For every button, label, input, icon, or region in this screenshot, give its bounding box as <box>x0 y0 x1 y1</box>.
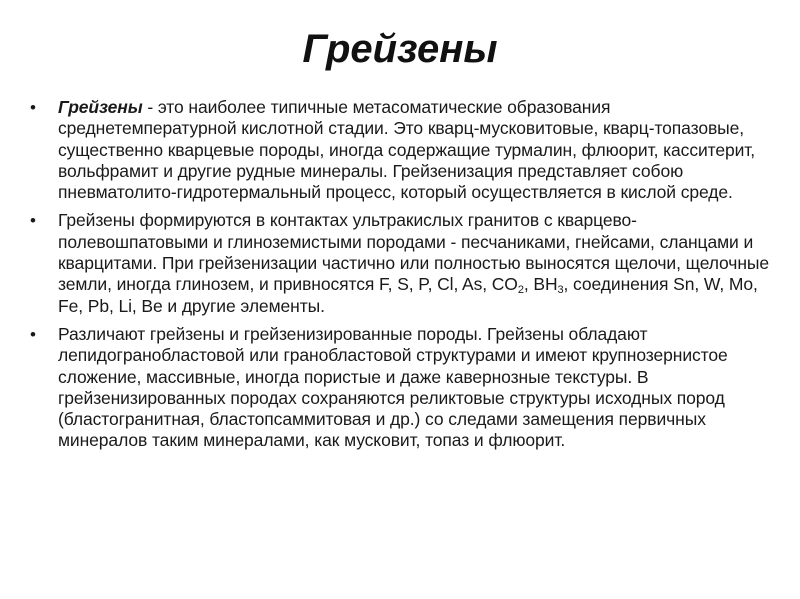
bullet-text: , соединения Sn, W, Mo, Fe, Pb, Li, Be и другие элементы. <box>58 274 758 316</box>
bullet-text: Различают грейзены и грейзенизированные породы. Грейзены обладают лепидогранобластовой или гранобластовой структурами и имеют крупнозернистое сложение, массивные, иногда пористые и даже кавернозные текстуры. В грейзенизированных породах сохраняются реликтовые структуры исходных пород (бластогранитная, бластопсаммитовая и др.) со следами замещения первичных минералов таким минералами, как мусковит, топаз и флюорит. <box>58 323 728 451</box>
bullet-item-1 <box>30 97 780 203</box>
subscript: 3 <box>557 284 564 297</box>
bullet-item-3 <box>30 324 780 452</box>
bullet-list <box>30 97 780 459</box>
bullet-dot-icon: • <box>30 98 36 117</box>
bullet-dot-icon: • <box>30 211 36 231</box>
bullet-text: - это наиболее типичные метасоматические образования среднетемпературной кислотной стадии. Это кварц-мусковитовые, кварц-топазовые, существенно кварцевые породы, иногда содержащие турмалин, флюорит, касситерит, вольфрамит и другие рудные минералы. Грейзенизация представляет собою пневматолито-гидротермальный процесс, который осуществляется в кислой среде. <box>58 97 756 203</box>
bullet-text: , BH <box>523 274 558 295</box>
bullet-term: Грейзены <box>58 97 143 117</box>
bullet-item-2 <box>30 210 780 316</box>
bullet-text: Грейзены формируются в контактах ультракислых гранитов с кварцево-полевошпатовыми и глиноземистыми породами - песчаниками, гнейсами, сланцами и кварцитами. При грейзенизации частично или полностью выносятся щелочи, щелочные земли, иногда глинозем, и привносятся F, S, P, Cl, As, CO <box>58 210 769 295</box>
bullet-dot-icon: • <box>30 324 36 344</box>
slide-title: Грейзены <box>302 27 498 71</box>
subscript: 2 <box>517 284 524 297</box>
